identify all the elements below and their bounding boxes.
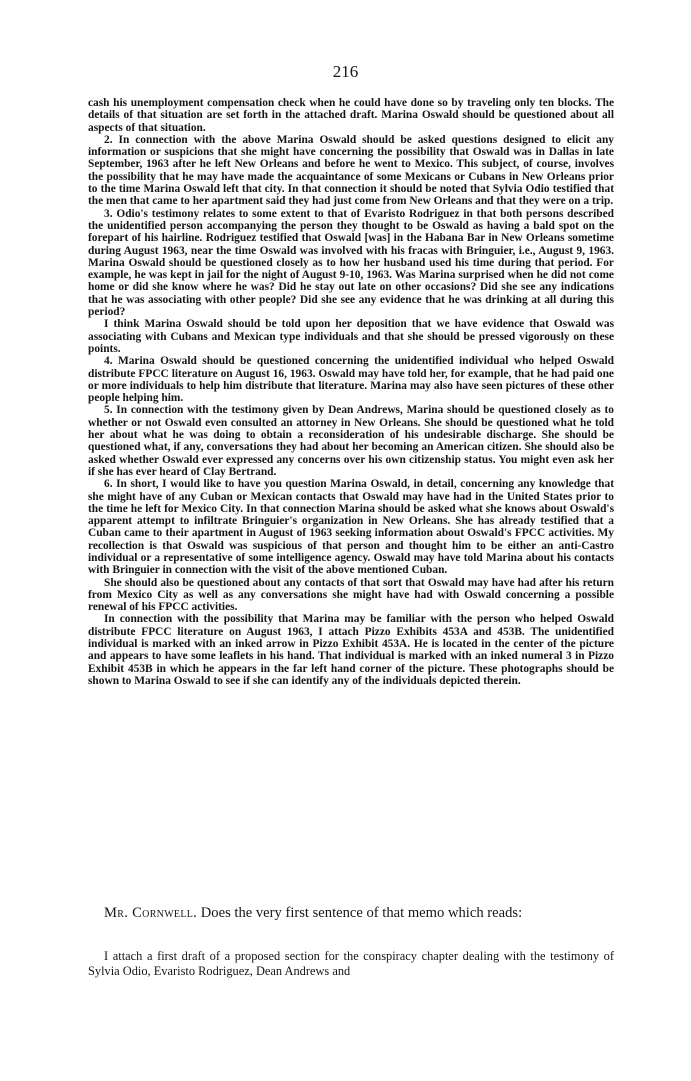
memo-excerpt [88,97,614,687]
quote-paragraph: I attach a first draft of a proposed section for the conspiracy chapter dealing with the testimony of Sylvia Odio, Evaristo Rodriguez, Dean Andrews and [88,949,614,978]
memo-paragraph: 6. In short, I would like to have you question Marina Oswald, in detail, concerning any knowledge that she might have of any Cuban or Mexican contacts that Oswald may have had in the United States prior to the time he left for Mexico City. In that connection Marina should be asked what she knows about Oswald's apparent attempt to infiltrate Bringuier's organization in New Orleans. She has already testified that a Cuban came to their apartment in August of 1963 seeking information about Oswald's FPCC activities. My recollection is that Oswald was suspicious of that person and thought him to be either an anti-Castro individual or a representative of some intelligence agency. Oswald may have told Marina about his contacts with Bringuier in connection with the visit of the above mentioned Cuban. [88,478,614,577]
dialogue-text: Does the very first sentence of that memo which reads: [197,905,523,921]
memo-paragraph: In connection with the possibility that Marina may be familiar with the person who helped Oswald distribute FPCC literature on August 1963, I attach Pizzo Exhibits 453A and 453B. The unidentified individual is marked with an inked arrow in Pizzo Exhibit 453A. He is located in the center of the picture and appears to have some leaflets in his hand. That individual is marked with an inked numeral 3 in Pizzo Exhibit 453B in which he appears in the far left hand corner of the picture. These photographs should be shown to Marina Oswald to see if she can identify any of the individuals depicted therein. [88,613,614,687]
memo-paragraph: 4. Marina Oswald should be questioned concerning the unidentified individual who helped Oswald distribute FPCC literature on August 16, 1963. Oswald may have told her, for example, that he had paid one or more individuals to help him distribute that literature. Marina may also have seen pictures of these other people helping him. [88,355,614,405]
memo-paragraph: 5. In connection with the testimony given by Dean Andrews, Marina should be questioned closely as to whether or not Oswald even consulted an attorney in New Orleans. She should be questioned what he told her about what he was doing to obtain a reconsideration of his undesirable discharge. She should be questioned what, if any, conversations they had about her becoming an American citizen. She should also be asked whether Oswald ever expressed any concerns over his own citizenship status. You might even ask her if she has ever heard of Clay Bertrand. [88,404,614,478]
quoted-memo-text [88,949,614,979]
memo-paragraph: cash his unemployment compensation check when he could have done so by traveling only ten blocks. The details of that situation are set forth in the attached draft. Marina Oswald should be questioned about all aspects of that situation. [88,97,614,134]
testimony-dialogue [88,905,614,922]
memo-paragraph: 3. Odio's testimony relates to some extent to that of Evaristo Rodriguez in that both persons described the unidentified person accompanying the person they thought to be Oswald as having a bald spot on the forepart of his hairline. Rodriguez testified that Oswald [was] in the Habana Bar in New Orleans sometime during August 1963, near the time Oswald was involved with his fracas with Bringuier, i.e., August 9, 1963. Marina Oswald should be questioned closely as to how her husband used his time during that period. For example, he was kept in jail for the night of August 9-10, 1963. Was Marina surprised when he did not come home or did she know where he was? Did he stay out late on other occasions? Did she see any indications that he was associating with other people? Did she see any evidence that he was drinking at all during this period? [88,207,614,319]
memo-paragraph: She should also be questioned about any contacts of that sort that Oswald may have had after his return from Mexico City as well as any conversations she might have had with Oswald concerning a possible renewal of his FPCC activities. [88,576,614,614]
dialogue-line [88,905,614,922]
memo-paragraph: I think Marina Oswald should be told upon her deposition that we have evidence that Oswald was associating with Cubans and Mexican type individuals and that she should be pressed vigorously on these points. [88,318,614,355]
speaker-name: Mr. Cornwell. [104,905,198,921]
page-number: 216 [332,62,359,81]
memo-paragraph: 2. In connection with the above Marina Oswald should be asked questions designed to elicit any information or suspicions that she might have concerning the possibility that Oswald was in Dallas in late September, 1963 after he left New Orleans and before he went to Mexico. This subject, of course, involves the possibility that he may have made the acquaintance of some Mexicans or Cubans in New Orleans prior to the time Marina Oswald left that city. In that connection it should be noted that Sylvia Odio testified that the men that came to her apartment said they had just come from New Orleans and that they were on a trip. [88,133,614,208]
